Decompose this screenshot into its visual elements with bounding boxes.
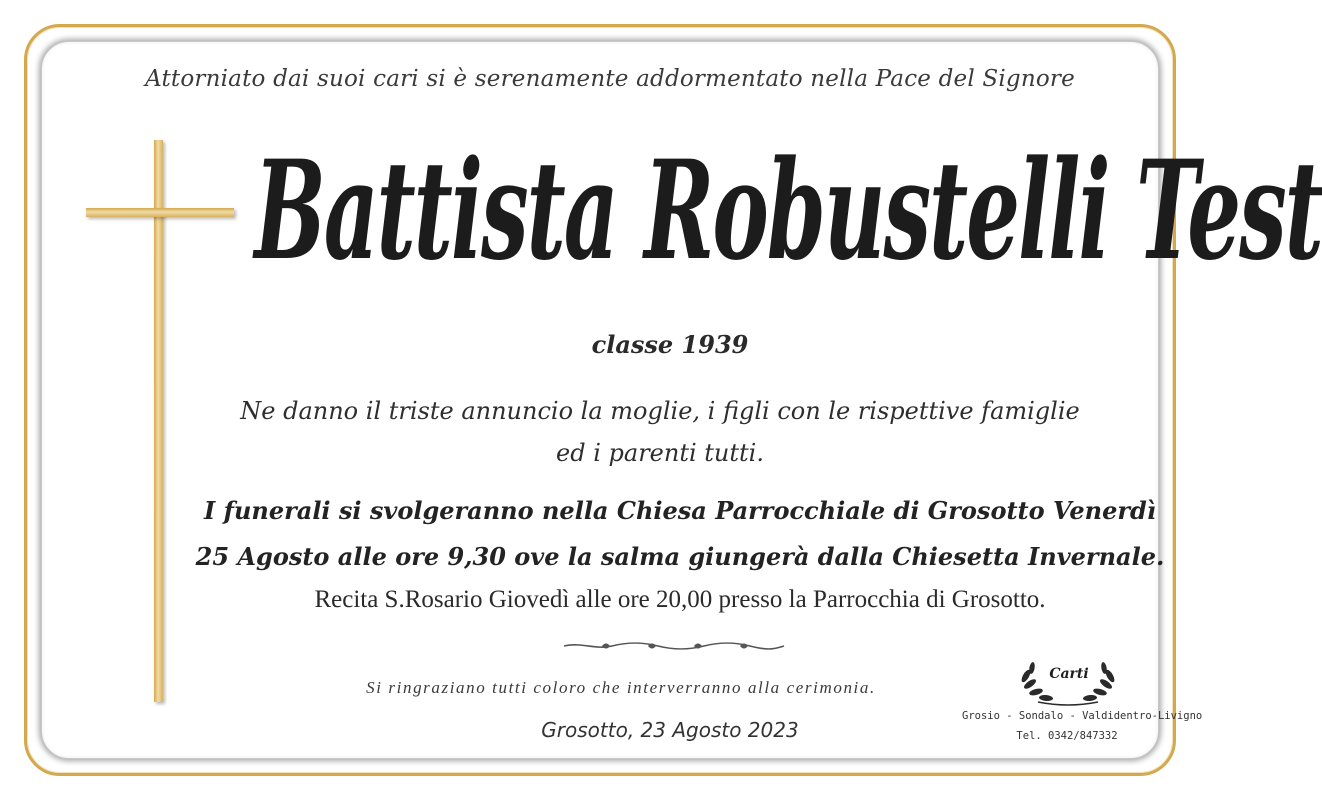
company-phone: Tel. 0342/847332 <box>1016 730 1118 742</box>
cross-icon <box>154 140 163 702</box>
place-date: Grosotto, 23 Agosto 2023 <box>541 718 799 742</box>
announcement-line-1: Ne danno il triste annuncio la moglie, i figli con le rispettive famiglie <box>240 397 1080 425</box>
logo-text: Carti <box>1049 666 1089 682</box>
ornamental-divider-icon <box>562 638 786 654</box>
intro-text: Attorniato dai suoi cari si è serenamente addormentato nella Pace del Signore <box>145 66 1075 92</box>
rosary-info: Recita S.Rosario Giovedì alle ore 20,00 presso la Parrocchia di Grosotto. <box>314 586 1046 613</box>
announcement <box>180 390 1140 474</box>
funeral-line-2: 25 Agosto alle ore 9,30 ove la salma giungerà dalla Chiesetta Invernale. <box>195 542 1165 571</box>
company-locations: Grosio - Sondalo - Valdidentro-Livigno <box>962 710 1203 722</box>
funeral-line-1: I funerali si svolgeranno nella Chiesa Parrocchiale di Grosotto Venerdì <box>204 496 1156 525</box>
birth-year: classe 1939 <box>591 330 749 359</box>
thanks-text: Si ringraziano tutti coloro che interverranno alla cerimonia. <box>366 678 876 697</box>
announcement-line-2: ed i parenti tutti. <box>556 439 764 467</box>
company-logo <box>1016 654 1120 706</box>
cross-arm-icon <box>86 208 234 217</box>
funeral-info <box>180 488 1180 580</box>
deceased-name: Battista Robustelli Test <box>254 129 1322 291</box>
